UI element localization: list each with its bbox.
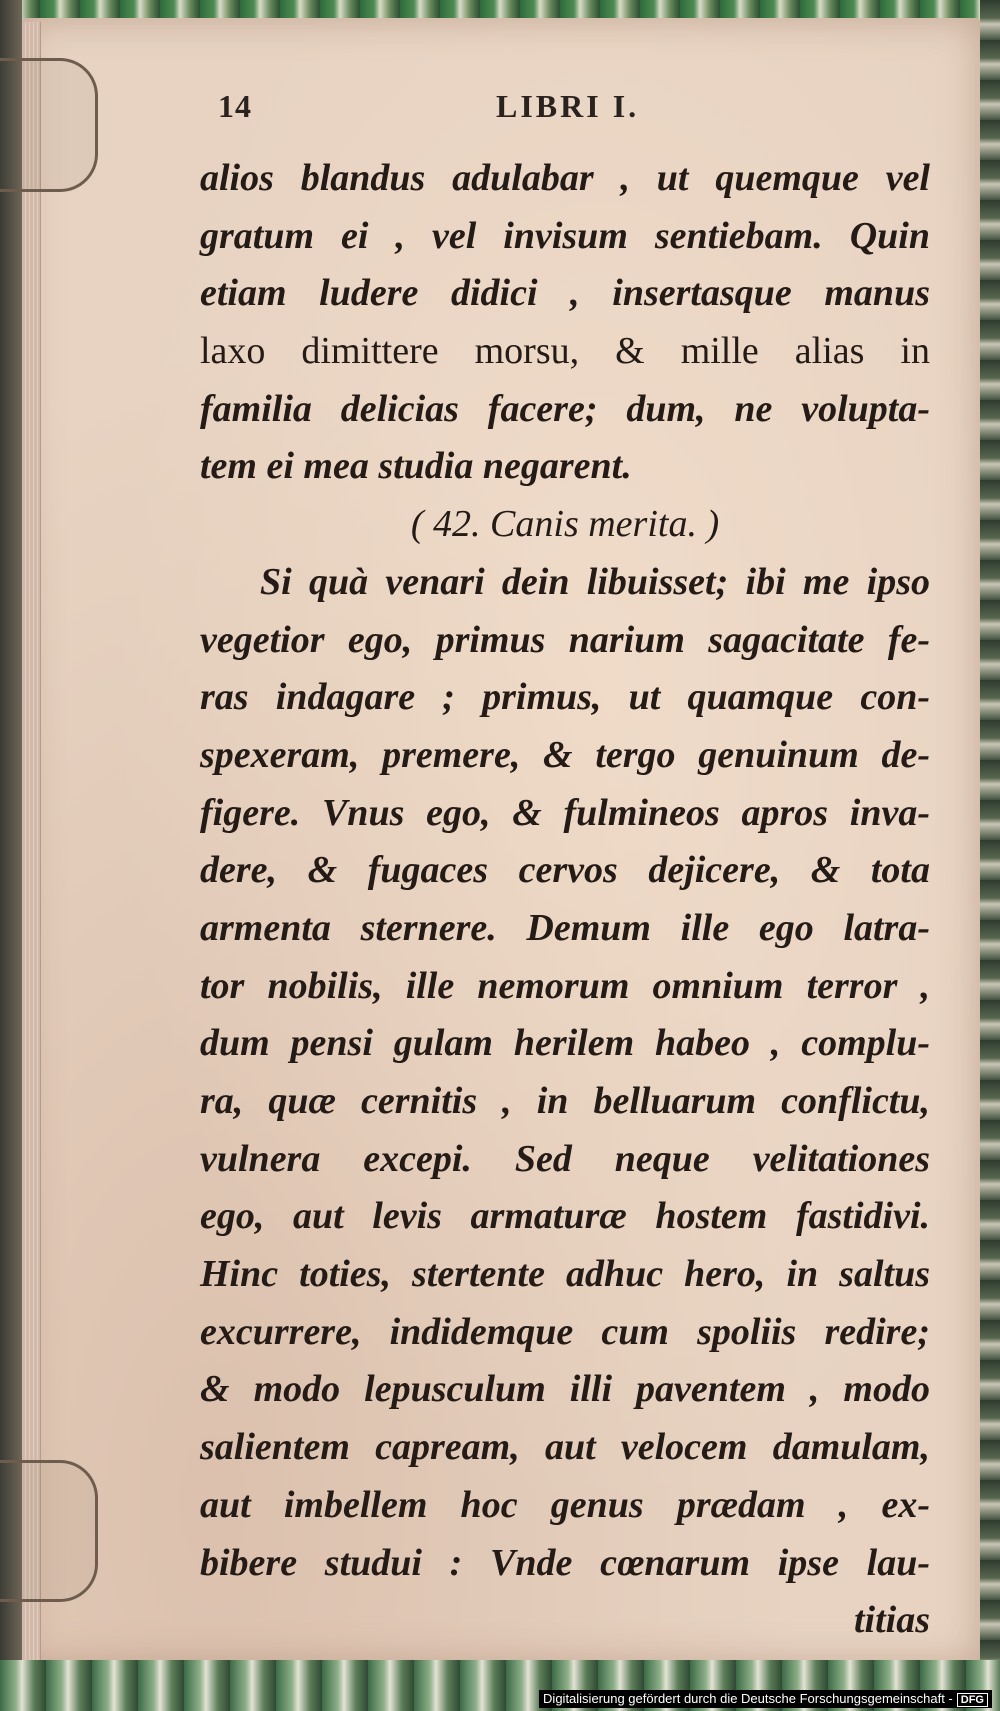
cover-left-edge xyxy=(0,0,22,1711)
catchword: titias xyxy=(853,1599,930,1642)
text-line: spexeram, premere, & tergo genuinum de- xyxy=(200,733,930,776)
text-line: figere. Vnus ego, & fulmineos apros inva- xyxy=(200,791,930,834)
text-line: ras indagare ; primus, ut quamque con- xyxy=(200,676,930,719)
page-number: 14 xyxy=(218,88,252,124)
text-line: dum pensi gulam herilem habeo , complu- xyxy=(200,1022,930,1065)
text-line: salientem capream, aut velocem damulam, xyxy=(200,1426,930,1469)
text-line: ego, aut levis armaturæ hostem fastidivi. xyxy=(200,1195,930,1238)
text-line: dere, & fugaces cervos dejicere, & tota xyxy=(200,849,930,892)
text-line: gratum ei , vel invisum sentiebam. Quin xyxy=(200,214,930,257)
text-line: alios blandus adulabar , ut quemque vel xyxy=(200,157,930,199)
text-line: aut imbellem hoc genus prædam , ex- xyxy=(200,1483,930,1526)
text-line: Si quà venari dein libuisset; ibi me ipso xyxy=(260,560,930,603)
text-line: laxo dimittere morsu, & mille alias in xyxy=(200,330,930,373)
text-line: etiam ludere didici , insertasque manus xyxy=(200,272,930,315)
text-line: familia delicias facere; dum, ne volupta- xyxy=(200,387,930,430)
text-line: & modo lepusculum illi paventem , modo xyxy=(200,1368,930,1411)
page-block-edges xyxy=(22,22,41,1662)
text-line: tor nobilis, ille nemorum omnium terror , xyxy=(200,964,930,1007)
section-heading: ( 42. Canis merita. ) xyxy=(410,503,720,546)
text-line: armenta sternere. Demum ille ego latra- xyxy=(200,906,930,949)
text-line: vegetior ego, primus narium sagacitate fe- xyxy=(200,618,930,661)
body-text xyxy=(200,150,930,1650)
text-line: Hinc toties, stertente adhuc hero, in saltus xyxy=(200,1253,930,1296)
credit-text: Digitalisierung gefördert durch die Deutsche Forschungsgemeinschaft - xyxy=(543,1691,953,1706)
text-line: excurrere, indidemque cum spoliis redire; xyxy=(200,1310,930,1353)
marbled-right-edge xyxy=(980,0,1000,1711)
text-line: vulnera excepi. Sed neque velitationes xyxy=(200,1137,930,1180)
page-header xyxy=(0,88,1000,138)
dfg-logo: DFG xyxy=(957,1693,988,1707)
text-line: ra, quæ cernitis , in belluarum conflictu, xyxy=(200,1080,930,1122)
clasp-bottom xyxy=(0,1460,98,1602)
text-line: tem ei mea studia negarent. xyxy=(200,445,632,488)
digitization-credit xyxy=(539,1690,992,1708)
text-line: bibere studui : Vnde cœnarum ipse lau- xyxy=(200,1541,930,1584)
running-head: LIBRI I. xyxy=(496,88,640,124)
